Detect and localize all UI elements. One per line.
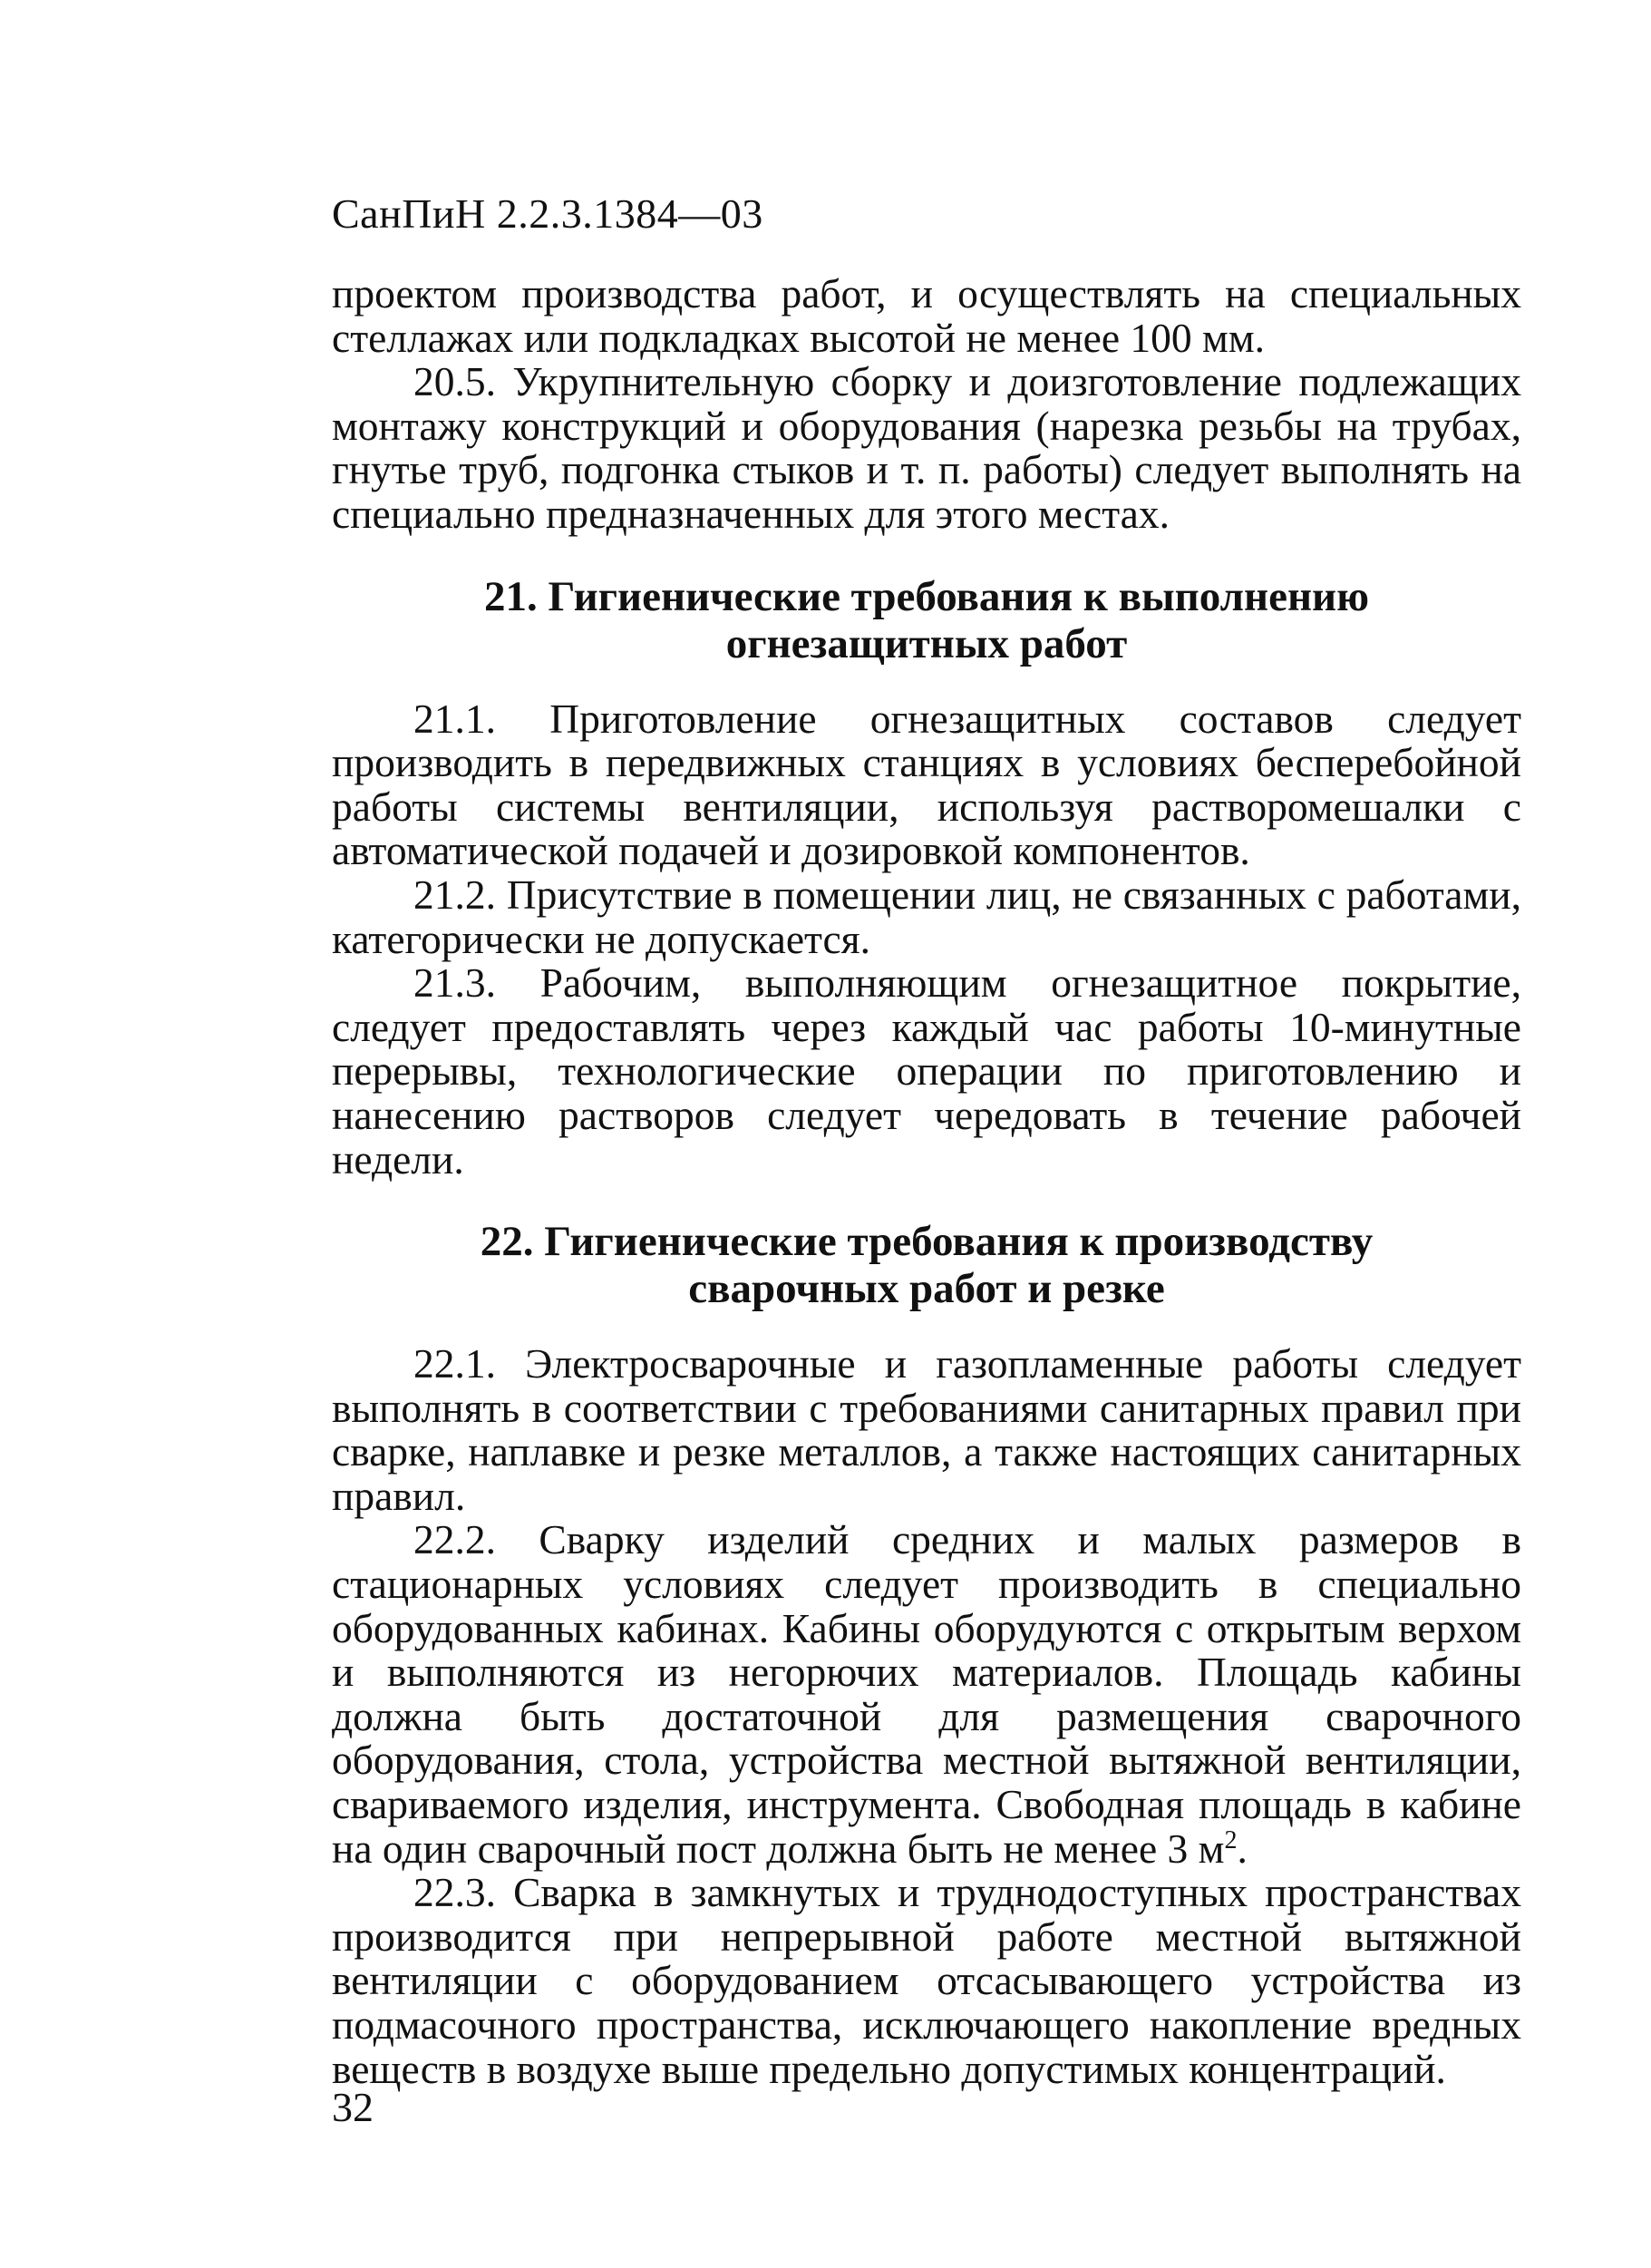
document-body — [332, 272, 1521, 2091]
paragraph-22-2 — [332, 1518, 1521, 1871]
paragraph-22-2-end: . — [1237, 1825, 1248, 1872]
section-21-heading-line-1: 21. Гигиенические требования к выполнению — [483, 572, 1370, 620]
section-22-heading-line-2: сварочных работ и резке — [688, 1265, 1165, 1313]
paragraph-21-3: 21.3. Рабочим, выполняющим огнезащитное покрытие, следует предоставлять через каждый час работы 10-минутные перерывы, технологические операции по приготовлению и нанесению растворов следует чередовать в течение рабочей недели. — [332, 959, 1521, 1183]
running-head: СанПиН 2.2.3.1384—03 — [332, 190, 763, 237]
page-number: 32 — [332, 2084, 374, 2130]
paragraph-22-2-text: 22.2. Сварку изделий средних и малых размеров в стационарных условиях следует производить в специально оборудованных кабинах. Кабины оборудуются с открытым верхом и выполняются из негорючих материалов. Площадь кабины должна быть достаточной для размещения сварочного оборудования, стола, устройства местной вытяжной вентиляции, свариваемого изделия, инструмента. Свободная площадь в кабине на один сварочный пост должна быть не менее 3 м — [332, 1516, 1521, 1872]
square-meter-superscript: 2 — [1224, 1825, 1238, 1854]
section-22-heading-line-1: 22. Гигиенические требования к производству — [480, 1218, 1374, 1266]
paragraph-21-2: 21.2. Присутствие в помещении лиц, не связанных с работами, категорически не допускается. — [332, 871, 1521, 962]
paragraph-22-3: 22.3. Сварка в замкнутых и труднодоступных пространствах производится при непрерывной работе местной вытяжной вентиляции с оборудованием отсасывающего устройства из подмасочного пространства, исключающего накопление вредных веществ в воздухе выше предельно допустимых концентраций. — [332, 1869, 1521, 2092]
paragraph-20-5: 20.5. Укрупнительную сборку и доизготовление подлежащих монтажу конструкций и оборудования (нарезка резьбы на трубах, гнутье труб, подгонка стыков и т. п. работы) следует выполнять на специально предназначенных для этого местах. — [332, 358, 1521, 537]
paragraph-21-1: 21.1. Приготовление огнезащитных составов следует производить в передвижных станциях в условиях бесперебойной работы системы вентиляции, используя растворомешалки с автоматической подачей и дозировкой компонентов. — [332, 695, 1521, 874]
section-22-heading — [332, 1218, 1521, 1312]
paragraph-22-1: 22.1. Электросварочные и газопламенные работы следует выполнять в соответствии с требованиями санитарных правил при сварке, наплавке и резке металлов, а также настоящих санитарных правил. — [332, 1340, 1521, 1519]
paragraph-20-4-continuation: проектом производства работ, и осуществлять на специальных стеллажах или подкладках высотой не менее 100 мм. — [332, 270, 1521, 361]
section-21-heading-line-2: огнезащитных работ — [725, 619, 1128, 667]
section-21-heading — [332, 573, 1521, 667]
